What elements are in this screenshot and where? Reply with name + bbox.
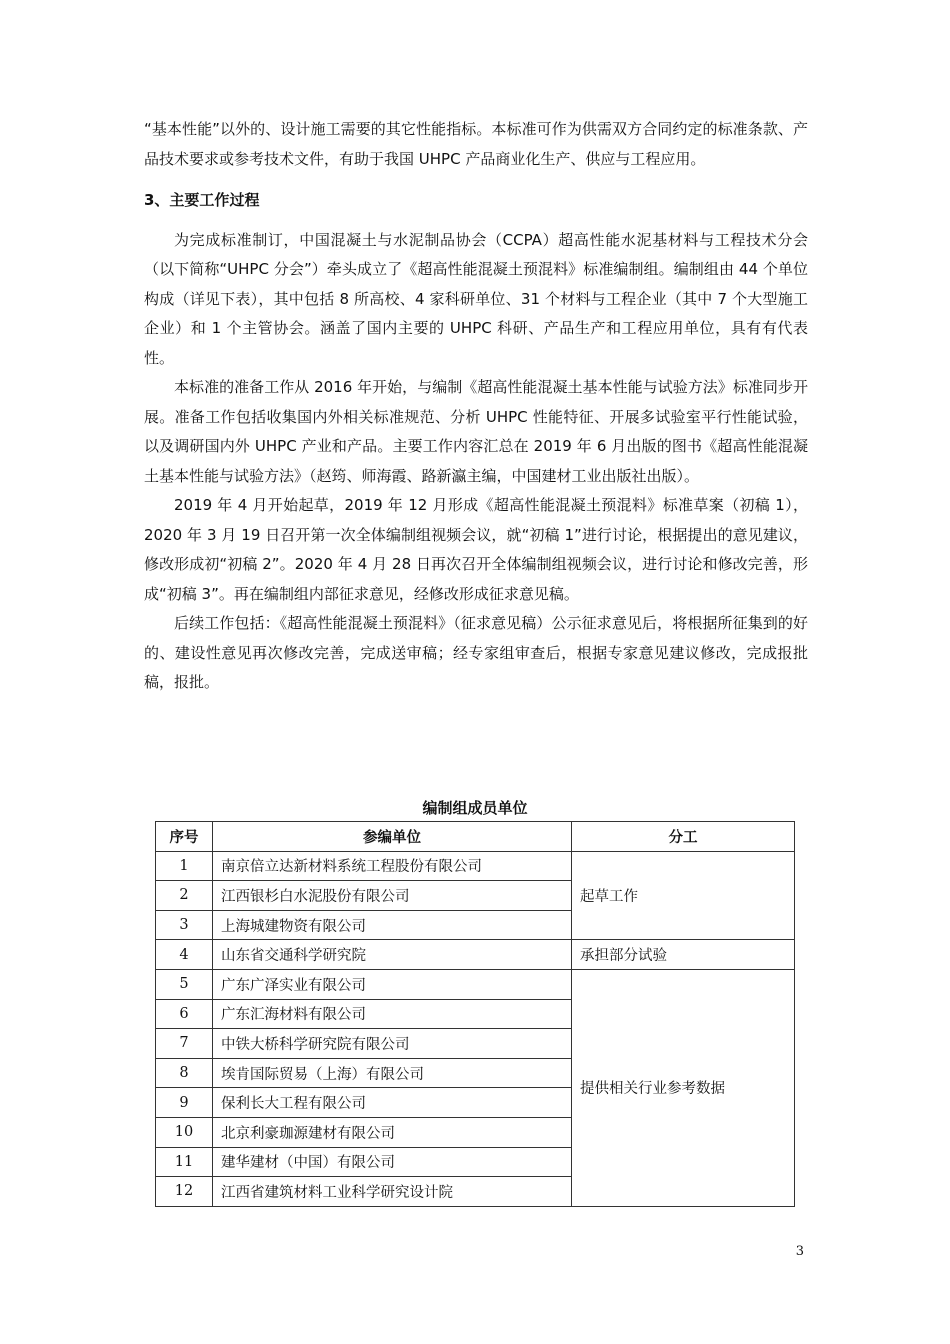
paragraph-preparation: 本标准的准备工作从 2016 年开始，与编制《超高性能混凝土基本性能与试验方法》标准同步开展。准备工作包括收集国内外相关标准规范、分析 UHPC 性能特征、开展多试验室平行性能试验，以及调研国内外 UHPC 产业和产品。主要工作内容汇总在 2019 年 6 月出版的图书《超高性能混凝土基本性能与试验方法》（赵筠、师海霞、路新瀛主编，中国建材工业出版社出版）。 (144, 378, 808, 485)
row-number: 5 (156, 969, 213, 999)
row-unit: 埃肯国际贸易（上海）有限公司 (213, 1058, 572, 1088)
row-unit: 南京倍立达新材料系统工程股份有限公司 (213, 851, 572, 881)
row-number: 3 (156, 910, 213, 940)
row-unit: 中铁大桥科学研究院有限公司 (213, 1029, 572, 1059)
row-unit: 江西省建筑材料工业科学研究设计院 (213, 1177, 572, 1207)
row-unit: 建华建材（中国）有限公司 (213, 1147, 572, 1177)
row-unit: 广东广泽实业有限公司 (213, 969, 572, 999)
row-number: 4 (156, 940, 213, 970)
header-role: 分工 (572, 822, 795, 852)
role-cell: 起草工作 (572, 851, 795, 940)
paragraph-organization: 为完成标准制订，中国混凝土与水泥制品协会（CCPA）超高性能水泥基材料与工程技术分会（以下简称“UHPC 分会”）牵头成立了《超高性能混凝土预混料》标准编制组。编制组由 44 个单位构成（详见下表），其中包括 8 所高校、4 家科研单位、31 个材料与工程企业（其中 7 个大型施工企业）和 1 个主管协会。涵盖了国内主要的 UHPC 科研、产品生产和工程应用单位，具有有代表性。 (144, 230, 808, 367)
row-unit: 保利长大工程有限公司 (213, 1088, 572, 1118)
table-row (156, 940, 795, 970)
row-unit: 江西银杉白水泥股份有限公司 (213, 881, 572, 911)
header-unit: 参编单位 (213, 822, 572, 852)
row-number: 11 (156, 1147, 213, 1177)
table-row (156, 969, 795, 999)
body-text (144, 115, 808, 698)
role-cell: 提供相关行业参考数据 (572, 969, 795, 1206)
row-number: 2 (156, 881, 213, 911)
section-heading: 3、主要工作过程 (144, 191, 260, 209)
members-table (155, 821, 795, 1207)
row-number: 6 (156, 999, 213, 1029)
row-number: 10 (156, 1117, 213, 1147)
paragraph-drafting: 2019 年 4 月开始起草，2019 年 12 月形成《超高性能混凝土预混料》标准草案（初稿 1），2020 年 3 月 19 日召开第一次全体编制组视频会议，就“初稿 1”进行讨论，根据提出的意见建议，修改形成初“初稿 2”。2020 年 4 月 28 日再次召开全体编制组视频会议，进行讨论和修改完善，形成“初稿 3”。再在编制组内部征求意见，经修改形成征求意见稿。 (144, 496, 808, 603)
paragraph-followup: 后续工作包括：《超高性能混凝土预混料》（征求意见稿）公示征求意见后，将根据所征集到的好的、建设性意见再次修改完善，完成送审稿；经专家组审查后，根据专家意见建议修改，完成报批稿，报批。 (144, 614, 808, 691)
row-number: 8 (156, 1058, 213, 1088)
row-number: 1 (156, 851, 213, 881)
row-unit: 广东汇海材料有限公司 (213, 999, 572, 1029)
page-number: 3 (795, 1244, 804, 1259)
role-cell: 承担部分试验 (572, 940, 795, 970)
row-number: 12 (156, 1177, 213, 1207)
row-number: 7 (156, 1029, 213, 1059)
table-caption: 编制组成员单位 (422, 799, 528, 817)
row-unit: 山东省交通科学研究院 (213, 940, 572, 970)
row-unit: 北京利豪珈源建材有限公司 (213, 1117, 572, 1147)
paragraph-continued: “基本性能”以外的、设计施工需要的其它性能指标。本标准可作为供需双方合同约定的标准条款、产品技术要求或参考技术文件，有助于我国 UHPC 产品商业化生产、供应与工程应用。 (144, 120, 808, 168)
row-unit: 上海城建物资有限公司 (213, 910, 572, 940)
row-number: 9 (156, 1088, 213, 1118)
table-row (156, 851, 795, 881)
table-header-row (156, 822, 795, 852)
header-number: 序号 (156, 822, 213, 852)
